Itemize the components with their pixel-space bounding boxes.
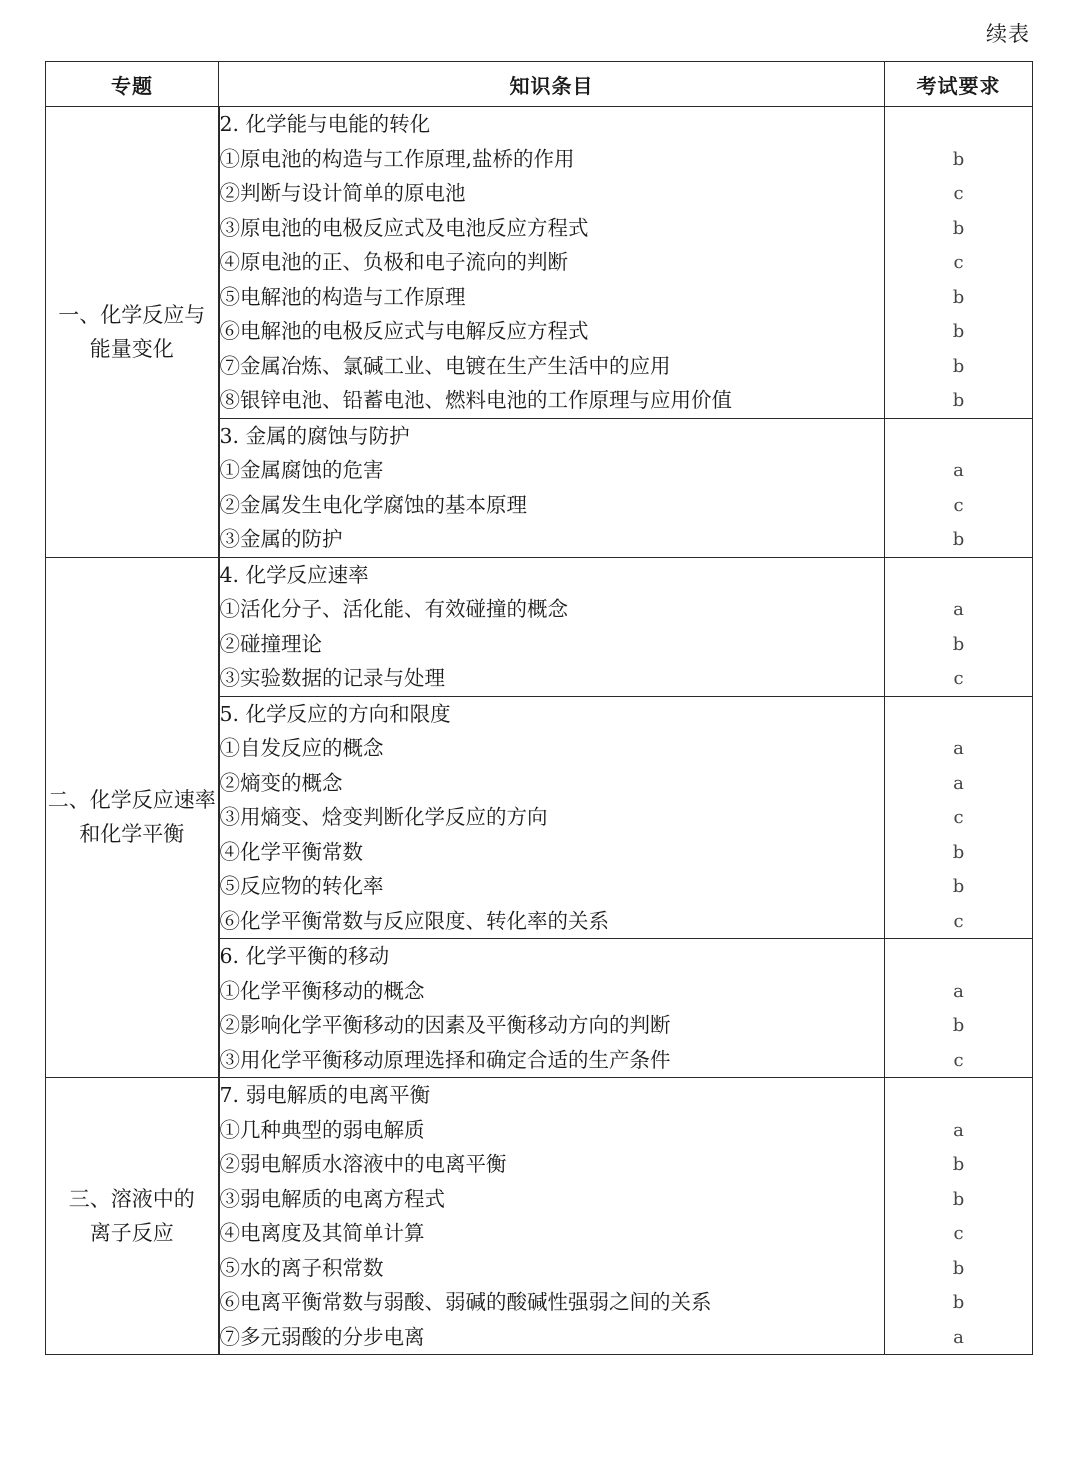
requirement-level: b xyxy=(952,1292,965,1313)
topic-cell xyxy=(46,1078,219,1355)
requirement-spacer xyxy=(885,697,1032,732)
requirement-level: b xyxy=(952,1154,965,1175)
knowledge-items-cell xyxy=(219,939,885,1078)
knowledge-items-cell xyxy=(219,418,885,557)
requirement-cell xyxy=(885,1078,1033,1355)
knowledge-item: ④原电池的正、负极和电子流向的判断 xyxy=(219,250,568,274)
requirement-level: b xyxy=(952,633,965,655)
requirement-level: c xyxy=(953,494,964,516)
requirement-level: b xyxy=(952,355,965,377)
knowledge-item: ⑤反应物的转化率 xyxy=(219,874,384,898)
group-title: 5. 化学反应的方向和限度 xyxy=(219,701,451,726)
requirement-level: a xyxy=(953,1326,964,1348)
knowledge-item: ⑥电解池的电极反应式与电解反应方程式 xyxy=(219,319,589,343)
knowledge-items-cell xyxy=(219,557,885,696)
table-row xyxy=(46,557,1033,696)
knowledge-item: ①化学平衡移动的概念 xyxy=(219,978,425,1003)
requirement-level: c xyxy=(953,1049,964,1071)
knowledge-item: ②碰撞理论 xyxy=(219,631,322,656)
requirement-level: a xyxy=(953,599,964,620)
knowledge-item: ⑥电离平衡常数与弱酸、弱碱的酸碱性强弱之间的关系 xyxy=(219,1290,712,1314)
knowledge-item: ⑥化学平衡常数与反应限度、转化率的关系 xyxy=(219,908,609,933)
knowledge-item: ②影响化学平衡移动的因素及平衡移动方向的判断 xyxy=(219,1013,671,1037)
knowledge-item: ③实验数据的记录与处理 xyxy=(219,666,445,690)
topic-name-line: 一、化学反应与 xyxy=(58,302,206,327)
knowledge-item: ④电离度及其简单计算 xyxy=(219,1221,425,1245)
knowledge-item: ⑤水的离子积常数 xyxy=(219,1255,384,1280)
requirement-level: b xyxy=(952,1188,965,1210)
knowledge-item: ①活化分子、活化能、有效碰撞的概念 xyxy=(219,597,568,621)
knowledge-item: ②金属发生电化学腐蚀的基本原理 xyxy=(219,492,527,517)
requirement-level: a xyxy=(953,1119,964,1141)
knowledge-item: ①几种典型的弱电解质 xyxy=(219,1117,425,1142)
requirement-level: b xyxy=(952,390,965,411)
requirement-level: b xyxy=(952,529,965,550)
requirement-level: b xyxy=(952,148,965,170)
knowledge-item: ③弱电解质的电离方程式 xyxy=(219,1186,445,1211)
knowledge-items-cell xyxy=(219,1078,885,1355)
requirement-cell xyxy=(885,107,1033,419)
header-items: 知识条目 xyxy=(219,62,885,107)
requirement-spacer xyxy=(885,419,1032,454)
group-title: 4. 化学反应速率 xyxy=(219,562,369,587)
topic-name-line: 和化学平衡 xyxy=(79,822,185,847)
table-row xyxy=(46,1078,1033,1355)
knowledge-item: ②弱电解质水溶液中的电离平衡 xyxy=(219,1152,507,1176)
requirement-cell xyxy=(885,557,1033,696)
requirement-level: a xyxy=(953,460,964,481)
knowledge-item: ②判断与设计简单的原电池 xyxy=(219,181,466,205)
requirement-level: b xyxy=(952,1257,965,1279)
requirement-cell xyxy=(885,696,1033,939)
requirement-level: a xyxy=(953,772,964,794)
header-requirement: 考试要求 xyxy=(885,62,1033,107)
knowledge-item: ①金属腐蚀的危害 xyxy=(219,458,384,482)
requirement-level: b xyxy=(952,876,965,897)
group-title: 3. 金属的腐蚀与防护 xyxy=(219,423,410,448)
knowledge-item: ⑦多元弱酸的分步电离 xyxy=(219,1324,425,1349)
group-title: 7. 弱电解质的电离平衡 xyxy=(219,1083,431,1107)
requirement-spacer xyxy=(885,558,1032,593)
requirement-level: c xyxy=(953,183,964,204)
knowledge-item: ②熵变的概念 xyxy=(219,770,343,795)
requirement-spacer xyxy=(885,107,1032,142)
requirement-level: b xyxy=(952,841,965,863)
header-topic: 专题 xyxy=(46,62,219,107)
knowledge-item: ③用熵变、焓变判断化学反应的方向 xyxy=(219,805,548,829)
topic-cell xyxy=(46,557,219,1078)
topic-cell xyxy=(46,107,219,558)
requirement-level: c xyxy=(953,1223,964,1244)
exam-requirements-table xyxy=(45,61,1033,1355)
requirement-level: c xyxy=(953,252,964,273)
requirement-level: b xyxy=(952,286,965,308)
table-body xyxy=(46,107,1033,1355)
requirement-level: b xyxy=(952,321,965,342)
table-row xyxy=(46,107,1033,419)
knowledge-item: ③金属的防护 xyxy=(219,527,343,551)
requirement-level: b xyxy=(952,217,965,239)
requirement-level: c xyxy=(953,668,964,689)
knowledge-item: ④化学平衡常数 xyxy=(219,839,363,864)
group-title: 6. 化学平衡的移动 xyxy=(219,944,390,968)
requirement-level: c xyxy=(953,910,964,932)
knowledge-item: ⑧银锌电池、铅蓄电池、燃料电池的工作原理与应用价值 xyxy=(219,388,732,412)
knowledge-item: ①原电池的构造与工作原理,盐桥的作用 xyxy=(219,146,575,171)
knowledge-item: ①自发反应的概念 xyxy=(219,736,384,760)
topic-name-line: 能量变化 xyxy=(89,336,174,361)
requirement-level: c xyxy=(953,807,964,828)
knowledge-item: ③原电池的电极反应式及电池反应方程式 xyxy=(219,215,589,240)
knowledge-item: ⑦金属冶炼、氯碱工业、电镀在生产生活中的应用 xyxy=(219,353,671,378)
continued-label: 续表 xyxy=(986,22,1030,46)
knowledge-item: ③用化学平衡移动原理选择和确定合适的生产条件 xyxy=(219,1047,671,1072)
requirement-level: b xyxy=(952,1015,965,1036)
header-row xyxy=(46,62,1033,107)
requirement-cell xyxy=(885,418,1033,557)
topic-name-line: 二、化学反应速率 xyxy=(47,788,216,813)
requirement-level: a xyxy=(953,980,964,1002)
group-title: 2. 化学能与电能的转化 xyxy=(219,112,431,136)
requirement-level: a xyxy=(953,738,964,759)
requirement-spacer xyxy=(885,1078,1032,1113)
knowledge-items-cell xyxy=(219,107,885,419)
topic-name-line: 三、溶液中的 xyxy=(68,1187,195,1211)
topic-name-line: 离子反应 xyxy=(89,1221,174,1245)
knowledge-items-cell xyxy=(219,696,885,939)
knowledge-item: ⑤电解池的构造与工作原理 xyxy=(219,284,466,309)
requirement-cell xyxy=(885,939,1033,1078)
requirement-spacer xyxy=(885,939,1032,974)
